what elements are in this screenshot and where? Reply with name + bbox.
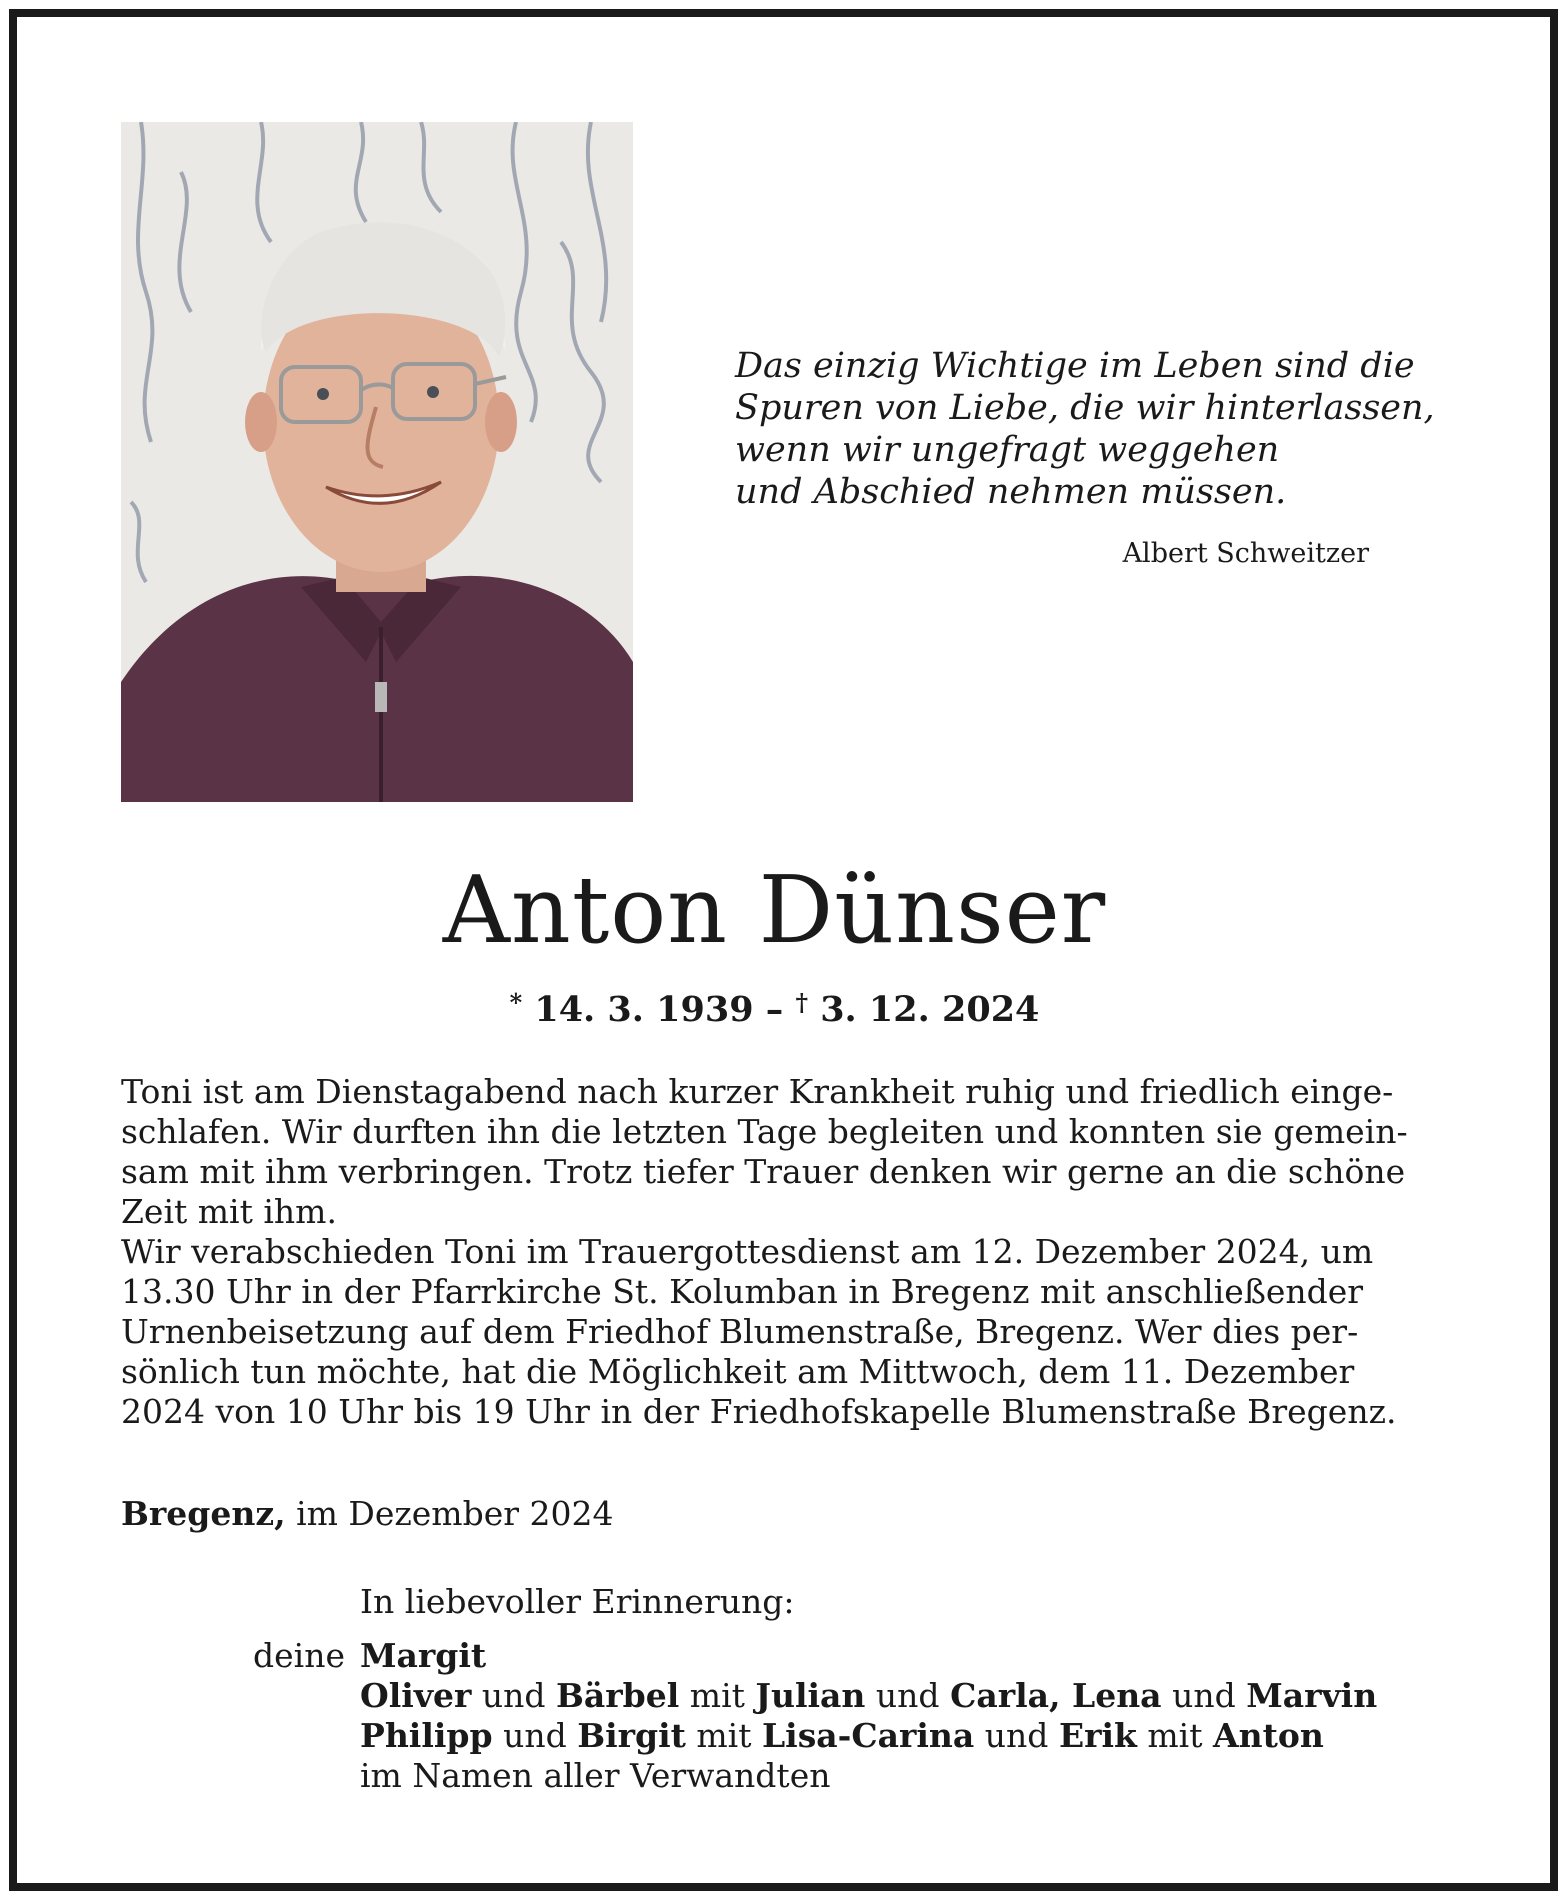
connector: und: [865, 1676, 951, 1715]
mourner-name: Oliver: [360, 1676, 472, 1715]
mourner-row: [360, 1716, 1377, 1756]
connector: und: [471, 1676, 556, 1715]
deceased-name: Anton Dünser: [442, 856, 1107, 964]
mourner-name: Bärbel: [556, 1676, 680, 1715]
mourner-name: Marvin: [1246, 1676, 1378, 1715]
mourner-name: Julian: [755, 1676, 866, 1715]
mourners-closing: im Namen aller Verwandten: [360, 1756, 831, 1795]
portrait-illustration: [121, 122, 633, 802]
place-city: Bregenz,: [121, 1494, 286, 1533]
mourner-name: Philipp: [360, 1716, 493, 1755]
place-date: im Dezember 2024: [285, 1494, 614, 1533]
body-line: Toni ist am Dienstagabend nach kurzer Krankheit ruhig und friedlich einge-: [121, 1072, 1394, 1111]
connector: und: [492, 1716, 578, 1755]
mourner-row: [360, 1636, 1377, 1676]
connector: mit: [685, 1716, 762, 1755]
memory-intro: In liebevoller Erinnerung:: [360, 1582, 795, 1621]
portrait-photo: [121, 122, 633, 802]
mourner-name: Erik: [1058, 1716, 1137, 1755]
mourner-name: Carla, Lena: [950, 1676, 1162, 1715]
quote-line: Spuren von Liebe, die wir hinterlassen,: [735, 388, 1435, 428]
place-and-date: [121, 1494, 614, 1534]
body-line: Urnenbeisetzung auf dem Friedhof Blumenstraße, Bregenz. Wer dies per-: [121, 1312, 1359, 1351]
death-date: 3. 12. 2024: [820, 989, 1040, 1030]
birth-star-icon: *: [509, 988, 523, 1017]
body-line: sam mit ihm verbringen. Trotz tiefer Trauer denken wir gerne an die schöne: [121, 1152, 1406, 1191]
body-line: 2024 von 10 Uhr bis 19 Uhr in der Friedhofskapelle Blumenstraße Bregenz.: [121, 1392, 1397, 1431]
mourner-name: Margit: [360, 1636, 487, 1675]
connector: mit: [679, 1676, 756, 1715]
quote-line: Das einzig Wichtige im Leben sind die: [735, 346, 1415, 386]
date-separator: –: [765, 989, 784, 1030]
body-line: schlafen. Wir durften ihn die letzten Tage begleiten und konnten sie gemein-: [121, 1112, 1408, 1151]
mourners-list: [360, 1636, 1377, 1796]
quote-line: und Abschied nehmen müssen.: [735, 472, 1287, 512]
mourners-prefix: deine: [253, 1636, 345, 1675]
mourner-row: [360, 1676, 1377, 1716]
memorial-quote: [735, 345, 1435, 513]
mourner-name: Anton: [1212, 1716, 1324, 1755]
connector: mit: [1136, 1716, 1213, 1755]
body-line: Wir verabschieden Toni im Trauergottesdienst am 12. Dezember 2024, um: [121, 1232, 1374, 1271]
quote-line: wenn wir ungefragt weggehen: [735, 430, 1280, 470]
mourner-name: Birgit: [577, 1716, 686, 1755]
body-line: Zeit mit ihm.: [121, 1192, 337, 1231]
birth-date: 14. 3. 1939: [534, 989, 754, 1030]
obituary-body: [121, 1072, 1431, 1432]
death-cross-icon: †: [795, 988, 808, 1017]
quote-author: Albert Schweitzer: [1122, 538, 1369, 569]
body-line: 13.30 Uhr in der Pfarrkirche St. Kolumban in Bregenz mit anschließender: [121, 1272, 1364, 1311]
connector: und: [1161, 1676, 1247, 1715]
mourner-name: Lisa-Carina: [761, 1716, 975, 1755]
life-dates: [0, 982, 1549, 1031]
connector: und: [974, 1716, 1059, 1755]
body-line: sönlich tun möchte, hat die Möglichkeit am Mittwoch, dem 11. Dezember: [121, 1352, 1355, 1391]
